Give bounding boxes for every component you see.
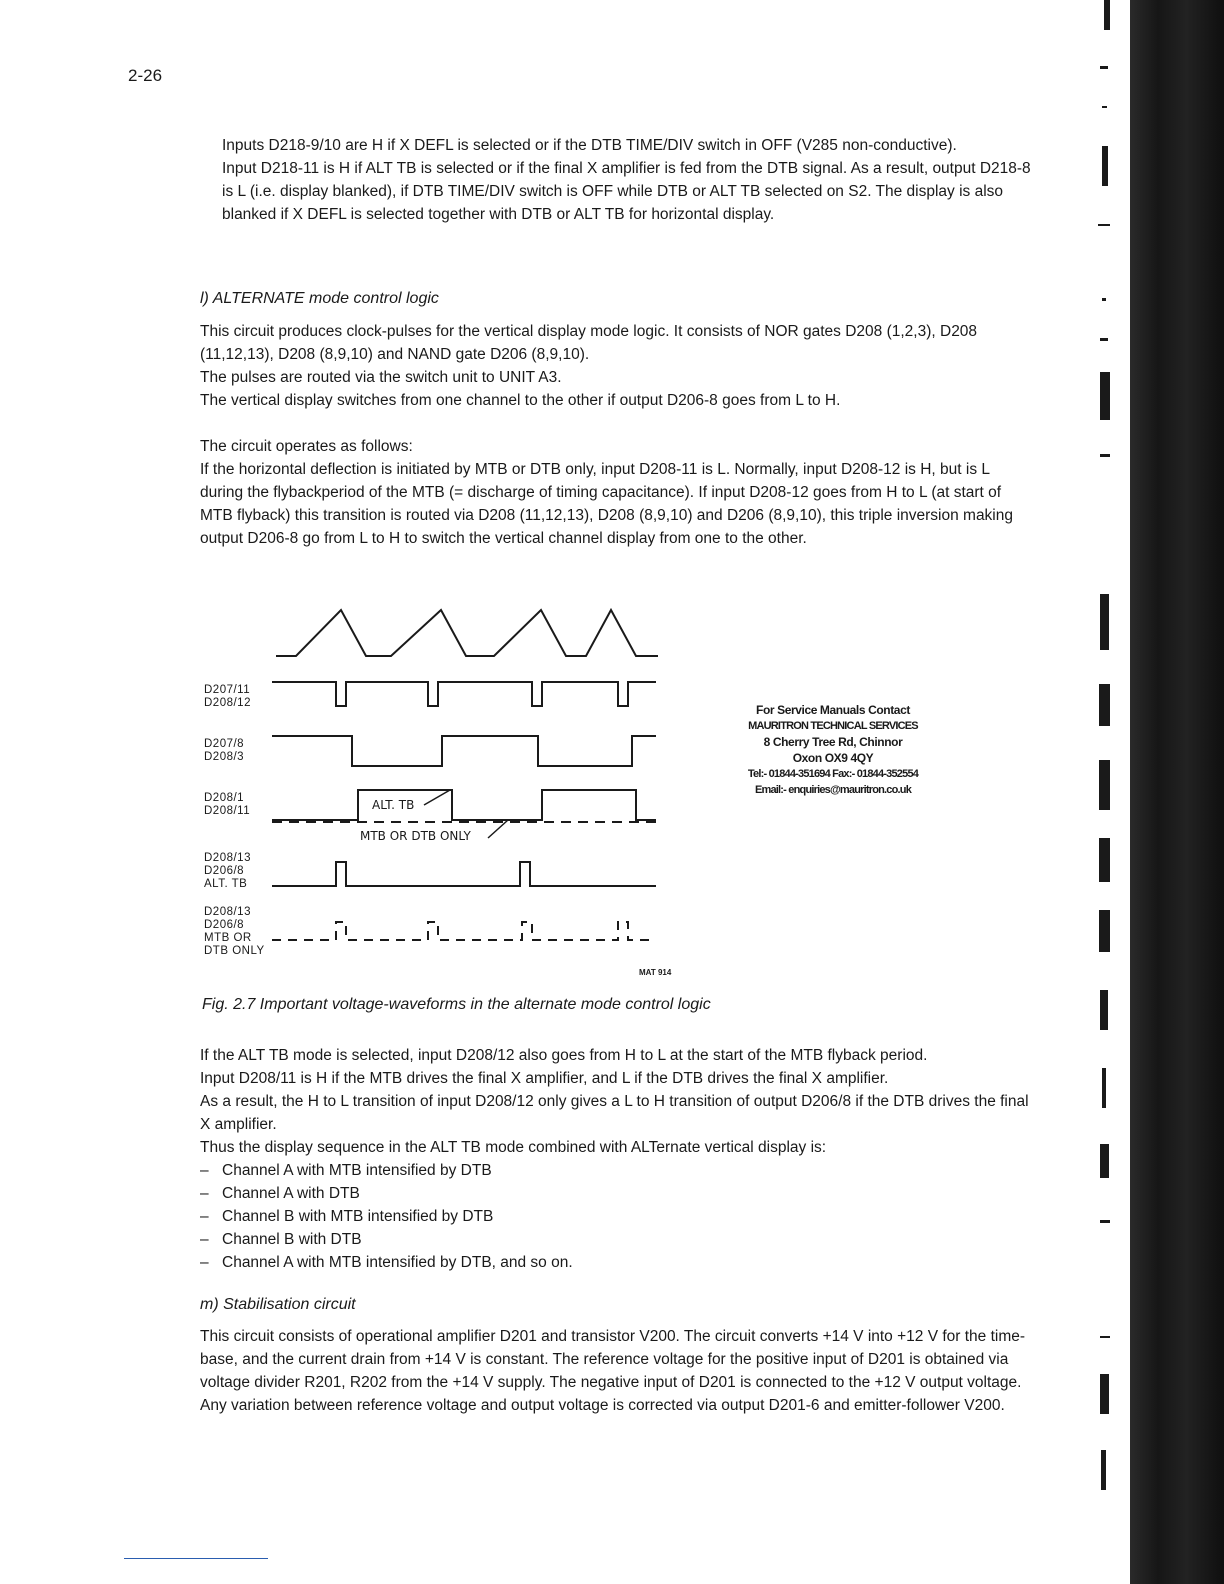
paragraph: This circuit consists of operational amplifier D201 and transistor V200. The circuit converts +14 V into +12 V for the time-base, and the current drain from +14 V is constant. The reference voltage for the positive input of D201 is obtained via voltage divider R201, R202 from the +14 V supply. The negative input of D201 is connected to the +12 V output voltage. Any variation between reference voltage and output voltage is corrected via output D201-6 and emitter-follower V200. [200, 1328, 1026, 1414]
intro-text [222, 134, 1032, 226]
paragraph: The circuit operates as follows: [200, 438, 413, 455]
dash-bullet-icon: – [200, 1208, 209, 1225]
stamp-line: 8 Cherry Tree Rd, Chinnor [763, 735, 903, 749]
figure-code: MAT 914 [639, 968, 672, 977]
flyback-pulse-waveform [272, 682, 656, 706]
alt-tb-pointer [424, 790, 450, 805]
paragraph: Thus the display sequence in the ALT TB mode combined with ALTernate vertical display is: [200, 1139, 827, 1156]
figure-caption: Fig. 2.7 Important voltage-waveforms in the alternate mode control logic [202, 996, 711, 1013]
after-figure-text [200, 1044, 1040, 1274]
paragraph: The pulses are routed via the switch unit to UNIT A3. [200, 369, 562, 386]
service-contact-stamp [738, 702, 928, 798]
stamp-line: Tel:- 01844-351694 Fax:- 01844-352554 [747, 768, 919, 780]
dash-bullet-icon: – [200, 1231, 209, 1248]
mtb-dtb-annotation: MTB OR DTB ONLY [360, 829, 471, 843]
list-item: – Channel A with MTB intensified by DTB, and so on. [200, 1251, 1040, 1274]
waveform-label-d208-1: D208/1 D208/11 [204, 792, 251, 817]
paragraph: If the ALT TB mode is selected, input D208/12 also goes from H to L at the start of the MTB flyback period. [200, 1047, 928, 1064]
paragraph: As a result, the H to L transition of input D208/12 only gives a L to H transition of output D206/8 if the DTB drives the final X amplifier. [200, 1093, 1029, 1133]
stamp-line: For Service Manuals Contact [756, 703, 910, 717]
list-item: – Channel A with MTB intensified by DTB [200, 1159, 1040, 1182]
alt-tb-waveform [272, 790, 656, 820]
dash-bullet-icon: – [200, 1162, 209, 1179]
scan-edge-marks [1090, 0, 1120, 1584]
list-item: – Channel A with DTB [200, 1182, 1040, 1205]
paragraph: This circuit produces clock-pulses for the vertical display mode logic. It consists of NOR gates D208 (1,2,3), D208 (11,12,13), D208 (8,9,10) and NAND gate D206 (8,9,10). [200, 323, 978, 363]
section-heading-stabilisation: m) Stabilisation circuit [200, 1296, 356, 1313]
waveform-figure [196, 600, 676, 990]
stamp-line: Email:- enquiries@mauritron.co.uk [754, 784, 912, 796]
page-number: 2-26 [128, 66, 163, 85]
dash-bullet-icon: – [200, 1185, 209, 1202]
scan-edge-shadow [1130, 0, 1224, 1584]
waveform-diagram [196, 600, 676, 990]
section-heading-alternate: l) ALTERNATE mode control logic [200, 290, 439, 307]
waveform-label-d207-8: D207/8 D208/3 [204, 738, 245, 763]
stamp-line: Oxon OX9 4QY [792, 751, 874, 765]
intro-paragraph: Input D218-11 is H if ALT TB is selected or if the final X amplifier is fed from the DTB signal. As a result, output D218-8 is L (i.e. display blanked), if DTB TIME/DIV switch is OFF while DTB or ALT TB selected on S2. The display is also blanked if X DEFL is selected together with DTB or ALT TB for horizontal display. [222, 160, 1031, 223]
intro-paragraph: Inputs D218-9/10 are H if X DEFL is selected or if the DTB TIME/DIV switch in OFF (V285 non-conductive). [222, 137, 957, 154]
dash-bullet-icon: – [200, 1254, 209, 1271]
waveform-label-alt-tb: D208/13 D206/8 ALT. TB [204, 852, 251, 890]
paragraph: If the horizontal deflection is initiated by MTB or DTB only, input D208-11 is L. Normally, input D208-12 is H, but is L during the flybackperiod of the MTB (= discharge of timing capacitance). If input D208-12 goes from H to L (at start of MTB flyback) this transition is routed via D208 (11,12,13), D208 (8,9,10) and D206 (8,9,10), this triple inversion making output D206-8 go from L to H to switch the vertical channel display from one to the other. [200, 461, 1013, 547]
paragraph: Input D208/11 is H if the MTB drives the final X amplifier, and L if the DTB drives the final X amplifier. [200, 1070, 889, 1087]
footnote-rule [124, 1558, 268, 1559]
dtb-only-output-waveform [272, 922, 656, 940]
sawtooth-waveform [276, 610, 658, 656]
stamp-line: MAURITRON TECHNICAL SERVICES [748, 720, 918, 732]
alt-tb-output-waveform [272, 862, 656, 886]
paragraph: The vertical display switches from one channel to the other if output D206-8 goes from L to H. [200, 392, 841, 409]
display-sequence-list [200, 1159, 1040, 1274]
waveform-label-dtb-only: D208/13 D206/8 MTB OR DTB ONLY [204, 906, 265, 957]
section-m-text [200, 1325, 1030, 1417]
waveform-label-d207-11: D207/11 D208/12 [204, 684, 251, 709]
alt-tb-annotation: ALT. TB [372, 798, 415, 812]
list-item: – Channel B with DTB [200, 1228, 1040, 1251]
section-l-text [200, 320, 1030, 550]
list-item: – Channel B with MTB intensified by DTB [200, 1205, 1040, 1228]
toggle-waveform [272, 736, 656, 766]
